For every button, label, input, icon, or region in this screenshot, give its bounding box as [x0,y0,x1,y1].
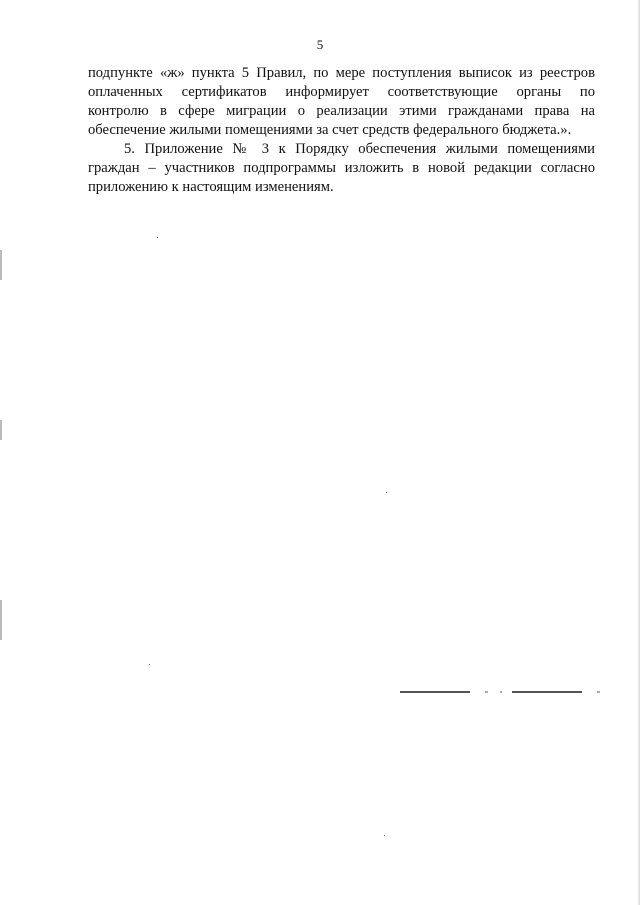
paragraph-line: контролю в сфере миграции о реализации этими гражданами права на [88,103,595,119]
scan-edge-mark [0,250,2,280]
scan-speck [149,664,150,665]
paragraph-line: граждан – участников подпрограммы изложить в новой редакции согласно [88,160,595,176]
paragraph-line: приложению к настоящим изменениям. [88,179,334,195]
paragraph-line: оплаченных сертификатов информирует соответствующие органы по [88,84,595,100]
scan-edge-mark [0,600,2,640]
paragraph-continuation [88,64,595,140]
scan-speck [157,237,158,238]
paragraph-line: обеспечение жилыми помещениями за счет средств федерального бюджета.». [88,122,572,138]
page-number: 5 [316,37,324,52]
paragraph-item-5 [88,140,595,197]
scan-speck [384,835,385,836]
paragraph-line: 5. Приложение № 3 к Порядку обеспечения жилыми помещениями [124,141,595,157]
scan-speck [386,492,387,493]
scan-edge-mark [0,420,2,440]
scan-dashed-line [400,691,605,693]
paragraph-line: подпункте «ж» пункта 5 Правил, по мере поступления выписок из реестров [88,65,595,81]
